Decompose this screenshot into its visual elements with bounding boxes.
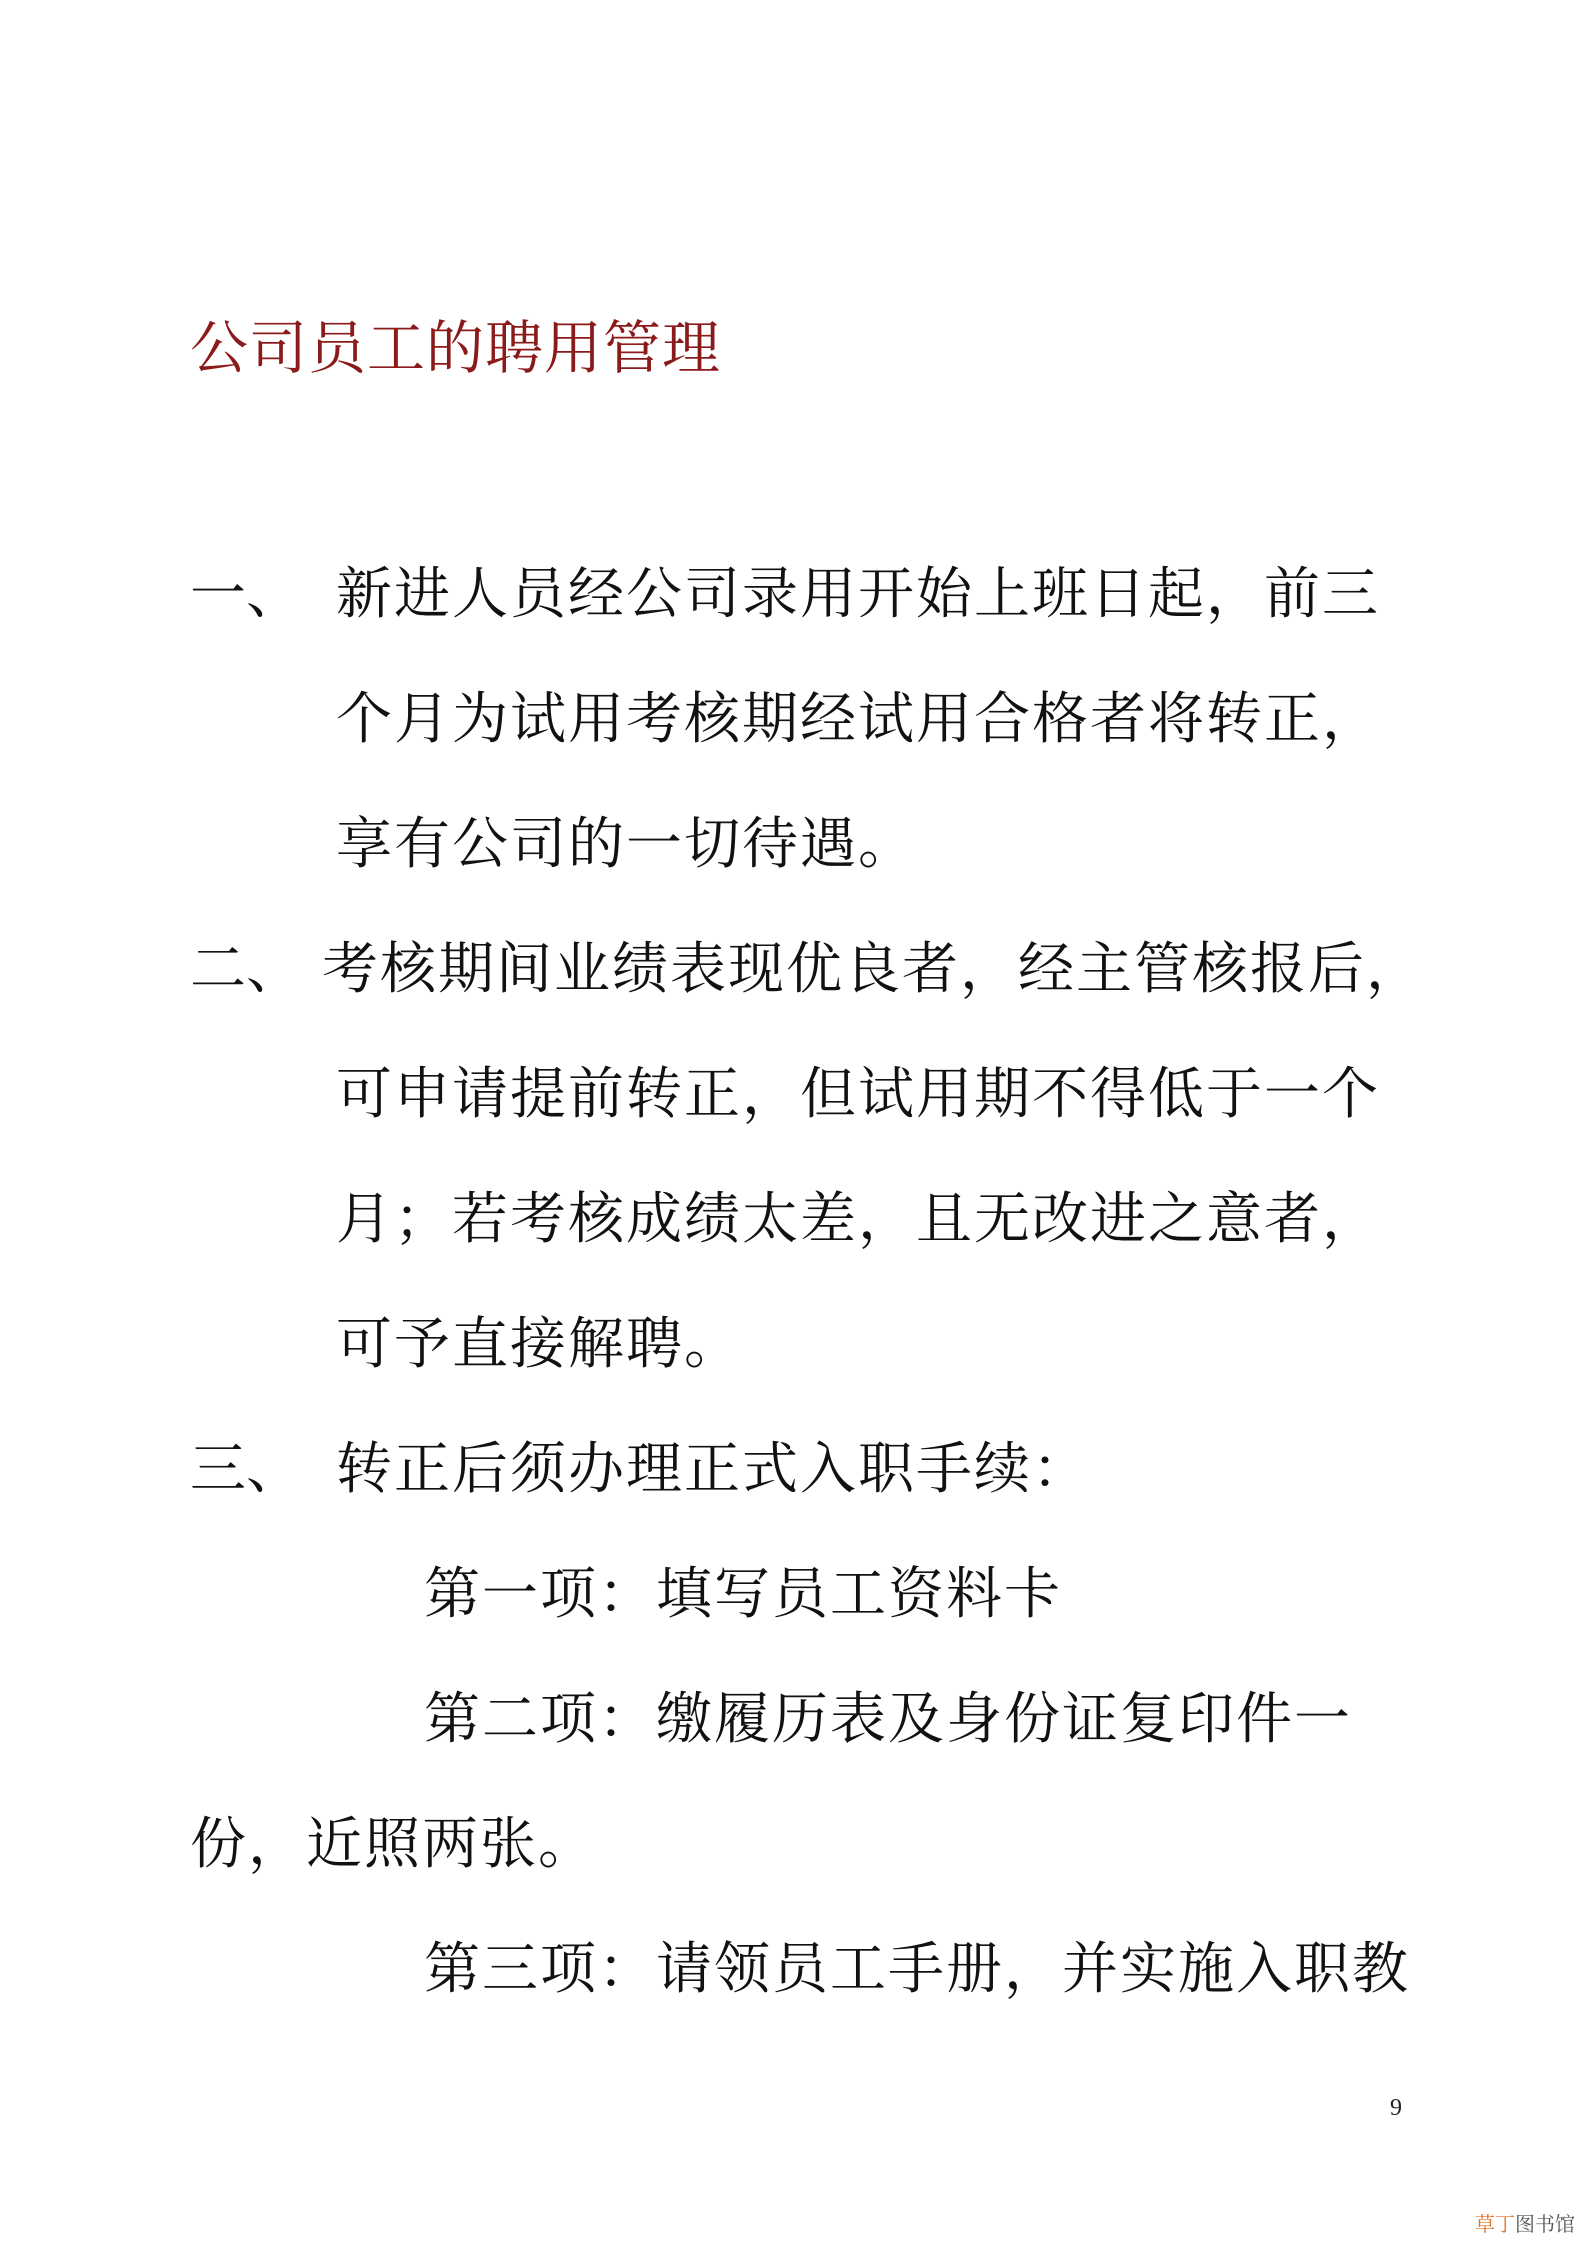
item-1: 第一项：填写员工资料卡 — [424, 1562, 1062, 1627]
section-2-line-1: 考核期间业绩表现优良者，经主管核报后， — [322, 937, 1424, 1002]
item-2: 第二项：缴履历表及身份证复印件一 — [424, 1687, 1352, 1752]
watermark-part-b: 图书馆 — [1515, 2212, 1575, 2236]
watermark-logo — [1475, 2208, 1575, 2237]
item-2-continuation: 份，近照两张。 — [190, 1812, 596, 1877]
section-2-line-4: 可予直接解聘。 — [336, 1312, 742, 1377]
item-3: 第三项：请领员工手册，并实施入职教 — [424, 1937, 1410, 2002]
section-3-number: 三、 — [190, 1437, 302, 1502]
section-1-line-3: 享有公司的一切待遇。 — [336, 812, 916, 877]
section-2-line-3: 月；若考核成绩太差，且无改进之意者， — [336, 1187, 1380, 1252]
section-1-line-2: 个月为试用考核期经试用合格者将转正， — [336, 687, 1380, 752]
page-number: 9 — [1390, 2095, 1402, 2121]
watermark-part-a: 草丁 — [1475, 2212, 1515, 2236]
section-1-number: 一、 — [190, 562, 302, 627]
section-3-line-1: 转正后须办理正式入职手续： — [336, 1437, 1090, 1502]
section-2-number: 二、 — [190, 937, 302, 1002]
document-title: 公司员工的聘用管理 — [190, 314, 722, 382]
section-1-line-1: 新进人员经公司录用开始上班日起，前三 — [336, 562, 1380, 627]
section-2-line-2: 可申请提前转正，但试用期不得低于一个 — [336, 1062, 1380, 1127]
